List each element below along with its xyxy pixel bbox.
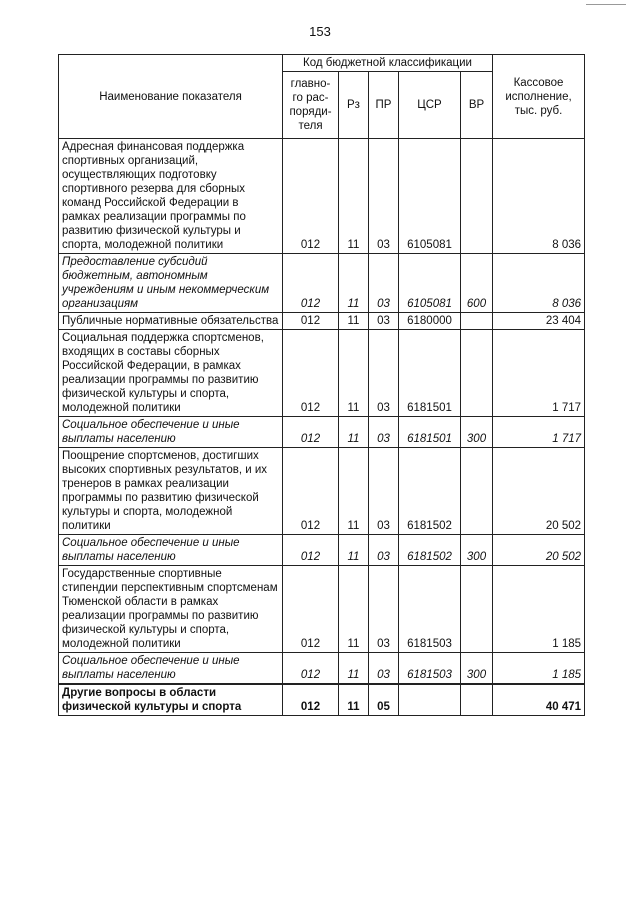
row-name: Адресная финансовая поддержка спортивных организаций, осуществляющих подготовку спортивного резерва для сборных команд Российской Федерации в рамках реализации программы по развитию физической культуры и спорта, молодежной политики [59, 139, 283, 254]
row-pr: 03 [369, 417, 399, 448]
row-name: Социальная поддержка спортсменов, входящих в составы сборных Российской Федерации, в рамках реализации программы по развитию физической культуры и спорта, молодежной политики [59, 330, 283, 417]
row-gr: 012 [283, 417, 339, 448]
scan-corner-mark [586, 4, 626, 5]
table-row [59, 313, 585, 330]
row-vr [461, 684, 493, 716]
row-name: Другие вопросы в области физической культуры и спорта [59, 684, 283, 716]
row-rz: 11 [339, 684, 369, 716]
row-pr: 03 [369, 566, 399, 653]
row-name: Социальное обеспечение и иные выплаты населению [59, 417, 283, 448]
row-amount: 8 036 [493, 139, 585, 254]
header-row-1 [59, 55, 585, 72]
row-pr: 03 [369, 535, 399, 566]
row-rz: 11 [339, 448, 369, 535]
row-vr [461, 330, 493, 417]
page-number: 153 [309, 24, 331, 39]
row-rz: 11 [339, 535, 369, 566]
row-name: Государственные спортивные стипендии перспективным спортсменам Тюменской области в рамках реализации программы по развитию физической культуры и спорта, молодежной политики [59, 566, 283, 653]
table-row [59, 653, 585, 685]
row-csr: 6181503 [399, 653, 461, 685]
row-gr: 012 [283, 535, 339, 566]
table-row [59, 139, 585, 254]
row-vr [461, 139, 493, 254]
table-row [59, 535, 585, 566]
table-row-total [59, 684, 585, 716]
row-vr [461, 313, 493, 330]
row-gr: 012 [283, 653, 339, 685]
row-rz: 11 [339, 566, 369, 653]
row-amount: 20 502 [493, 448, 585, 535]
row-vr: 300 [461, 535, 493, 566]
row-name: Публичные нормативные обязательства [59, 313, 283, 330]
row-csr: 6181503 [399, 566, 461, 653]
row-rz: 11 [339, 653, 369, 685]
row-gr: 012 [283, 566, 339, 653]
table-row [59, 566, 585, 653]
header-csr: ЦСР [399, 72, 461, 139]
row-csr: 6181502 [399, 535, 461, 566]
row-name: Поощрение спортсменов, достигших высоких спортивных результатов, и их тренеров в рамках реализации программы по развитию физической культуры и спорта, молодежной политики [59, 448, 283, 535]
row-csr: 6181502 [399, 448, 461, 535]
row-rz: 11 [339, 254, 369, 313]
row-gr: 012 [283, 684, 339, 716]
row-rz: 11 [339, 313, 369, 330]
row-amount: 1 717 [493, 330, 585, 417]
row-name: Социальное обеспечение и иные выплаты населению [59, 653, 283, 685]
row-gr: 012 [283, 330, 339, 417]
row-csr: 6105081 [399, 139, 461, 254]
row-pr: 05 [369, 684, 399, 716]
header-name: Наименование показателя [59, 55, 283, 139]
table-row [59, 330, 585, 417]
row-gr: 012 [283, 313, 339, 330]
row-amount: 1 717 [493, 417, 585, 448]
row-pr: 03 [369, 330, 399, 417]
row-amount: 1 185 [493, 653, 585, 685]
row-pr: 03 [369, 448, 399, 535]
table-row [59, 417, 585, 448]
header-vr: ВР [461, 72, 493, 139]
header-glavnogo: главно-го рас-поряди-теля [283, 72, 339, 139]
row-rz: 11 [339, 417, 369, 448]
row-csr [399, 684, 461, 716]
row-pr: 03 [369, 139, 399, 254]
row-amount: 23 404 [493, 313, 585, 330]
header-rz: Рз [339, 72, 369, 139]
row-gr: 012 [283, 139, 339, 254]
row-csr: 6105081 [399, 254, 461, 313]
row-gr: 012 [283, 448, 339, 535]
row-vr: 300 [461, 653, 493, 685]
header-code-group: Код бюджетной классификации [283, 55, 493, 72]
row-vr: 300 [461, 417, 493, 448]
row-rz: 11 [339, 139, 369, 254]
budget-table [58, 54, 585, 716]
row-csr: 6181501 [399, 417, 461, 448]
header-amount: Кассовое исполнение, тыс. руб. [493, 55, 585, 139]
row-name: Предоставление субсидий бюджетным, автономным учреждениям и иным некоммерческим организациям [59, 254, 283, 313]
row-pr: 03 [369, 653, 399, 685]
row-name: Социальное обеспечение и иные выплаты населению [59, 535, 283, 566]
table-row [59, 254, 585, 313]
row-csr: 6181501 [399, 330, 461, 417]
row-amount: 8 036 [493, 254, 585, 313]
row-csr: 6180000 [399, 313, 461, 330]
row-amount: 20 502 [493, 535, 585, 566]
row-vr: 600 [461, 254, 493, 313]
table-row [59, 448, 585, 535]
row-pr: 03 [369, 254, 399, 313]
row-gr: 012 [283, 254, 339, 313]
row-vr [461, 448, 493, 535]
row-vr [461, 566, 493, 653]
row-rz: 11 [339, 330, 369, 417]
header-pr: ПР [369, 72, 399, 139]
row-pr: 03 [369, 313, 399, 330]
row-amount: 1 185 [493, 566, 585, 653]
row-amount: 40 471 [493, 684, 585, 716]
